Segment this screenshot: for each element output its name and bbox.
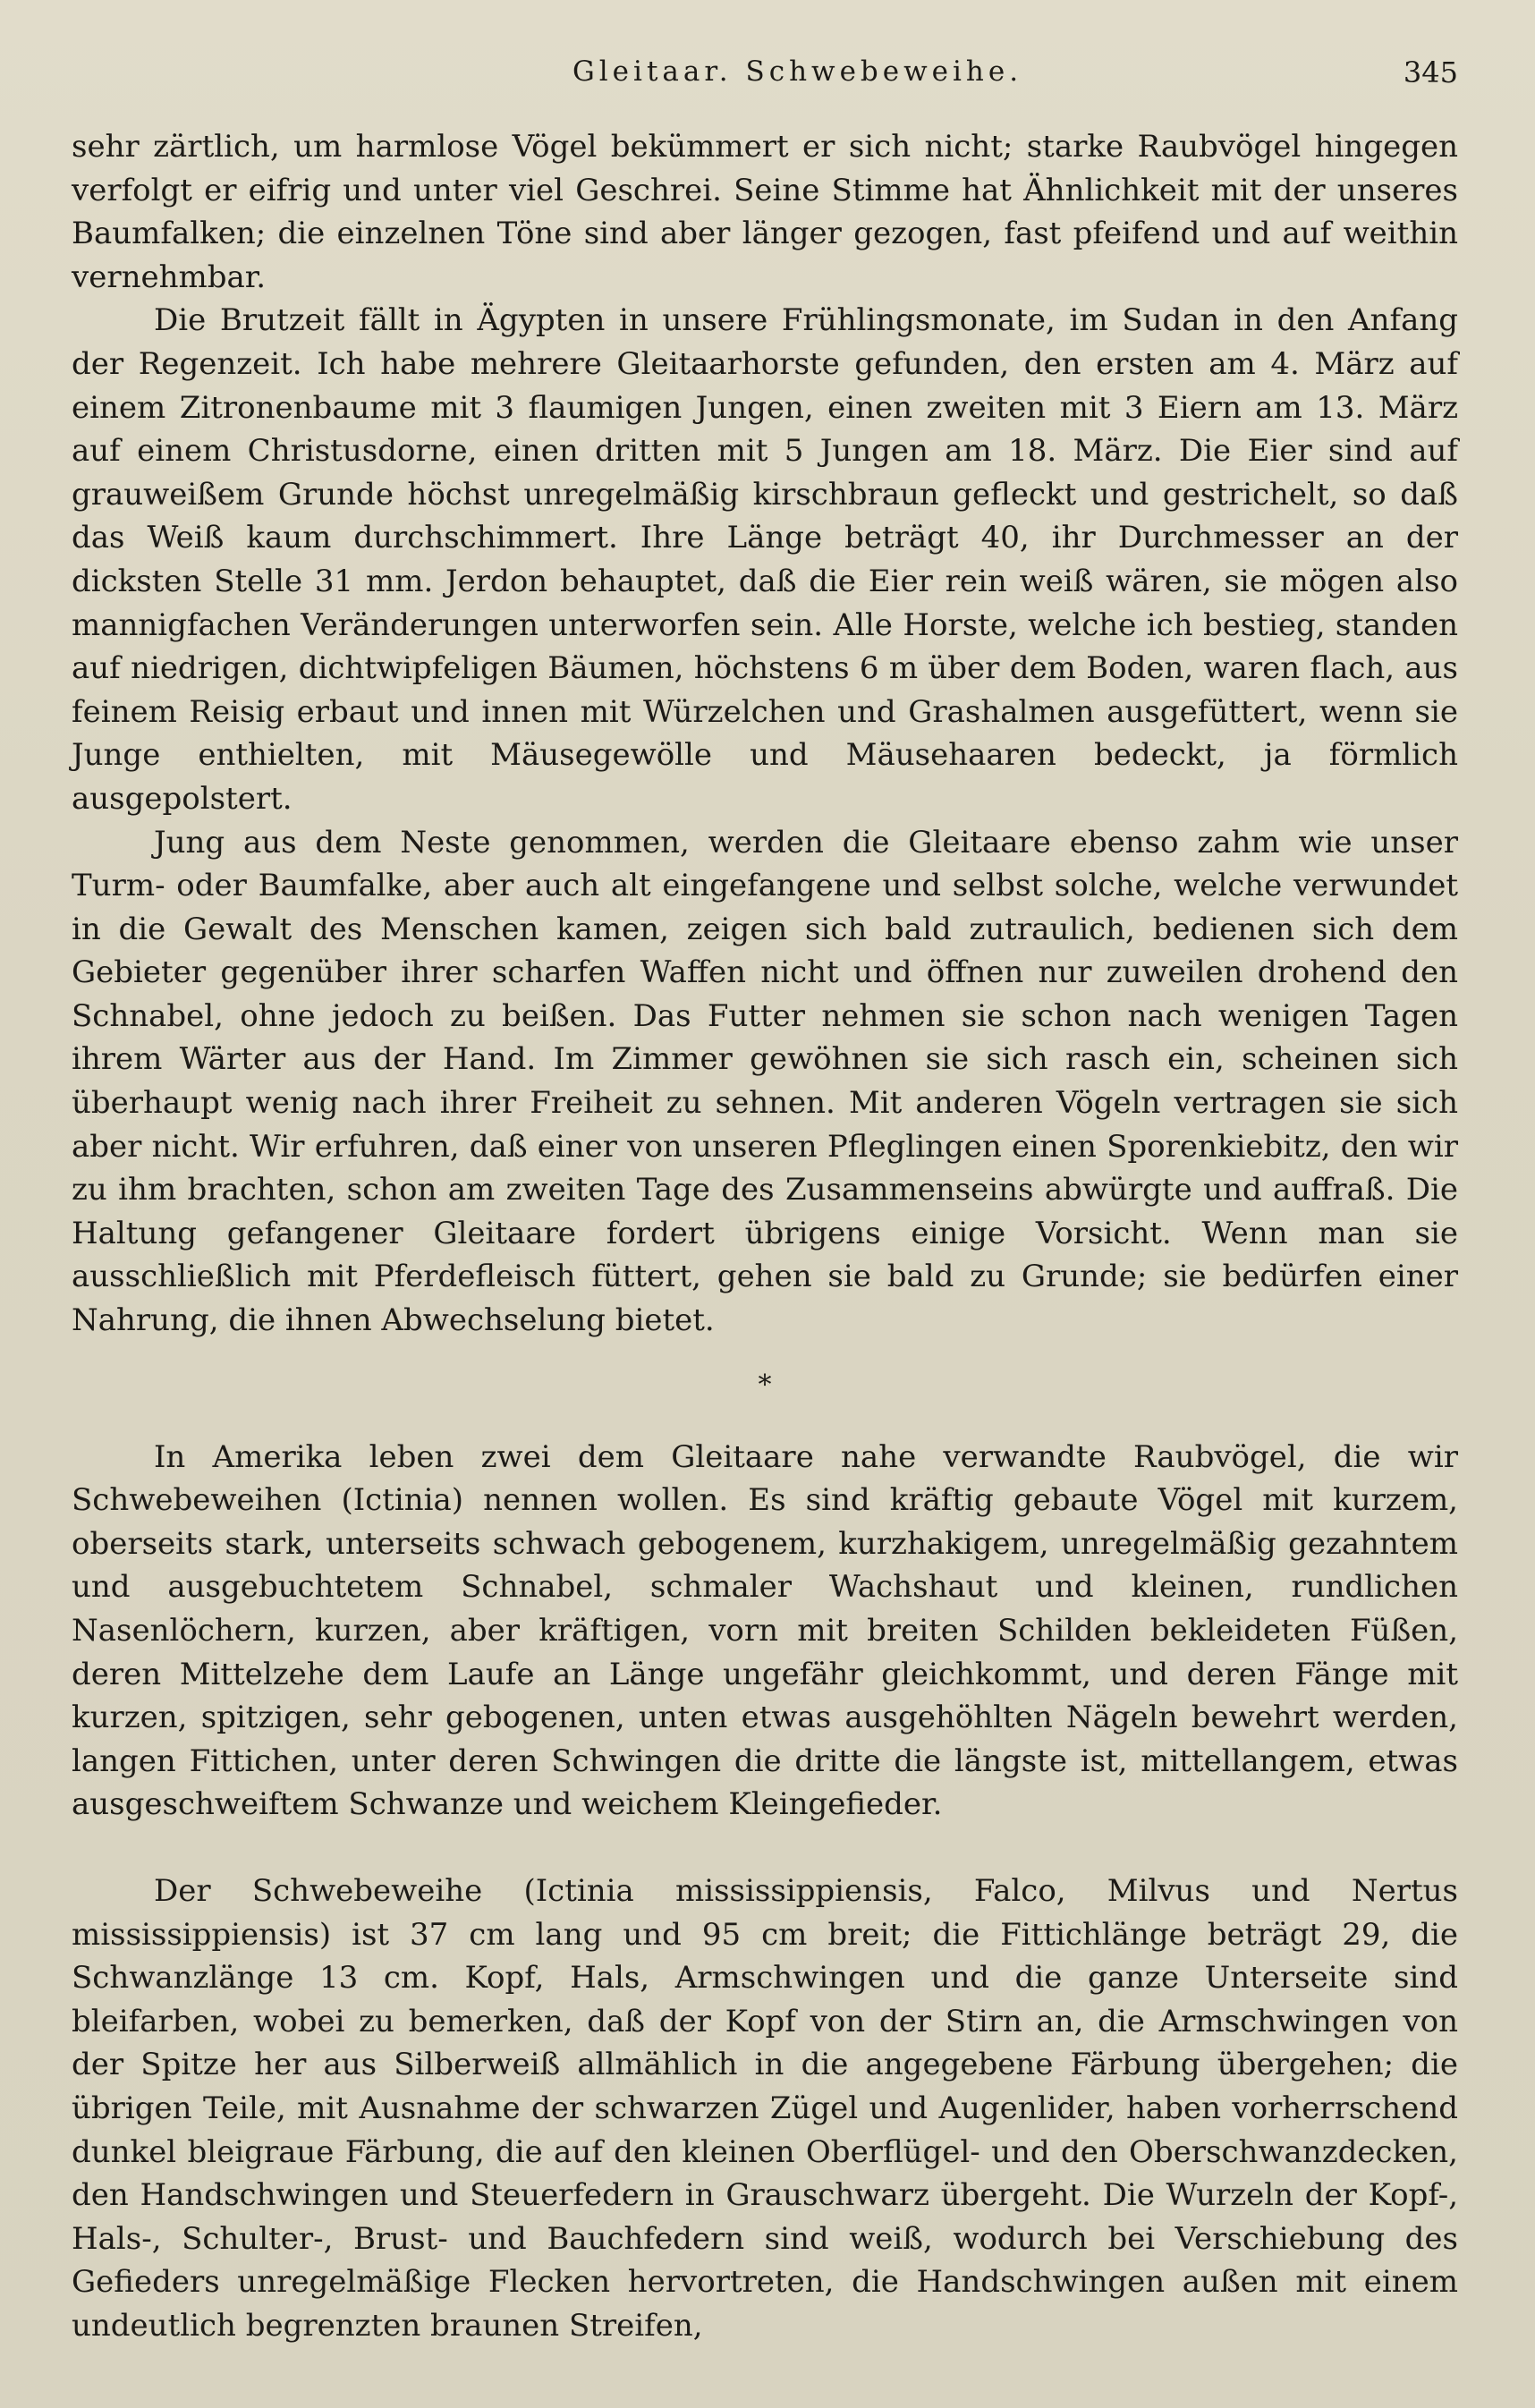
page-header [72, 55, 1458, 100]
section-separator: * [758, 1369, 772, 1401]
paragraph: Jung aus dem Neste genommen, werden die Gleitaare ebenso zahm wie unser Turm- oder Baumfalke, aber auch alt eingefangene und selbst solche, welche verwundet in die Gewalt des Menschen kamen, zeigen sich bald zutraulich, bedienen sich dem Gebieter gegenüber ihrer scharfen Waffen nicht und öffnen nur zuweilen drohend den Schnabel, ohne jedoch zu beißen. Das Futter nehmen sie schon nach wenigen Tagen ihrem Wärter aus der Hand. Im Zimmer gewöhnen sie sich rasch ein, scheinen sich überhaupt wenig nach ihrer Freiheit zu sehnen. Mit anderen Vögeln vertragen sie sich aber nicht. Wir erfuhren, daß einer von unseren Pfleglingen einen Sporenkiebitz, den wir zu ihm brachten, schon am zweiten Tage des Zusammenseins abwürgte und auffraß. Die Haltung gefangener Gleitaare fordert übrigens einige Vorsicht. Wenn man sie ausschließlich mit Pferdefleisch füttert, gehen sie bald zu Grunde; sie bedürfen einer Nahrung, die ihnen Abwechselung bietet. [72, 824, 1458, 1339]
paragraph: sehr zärtlich, um harmlose Vögel bekümmert er sich nicht; starke Raubvögel hingegen verfolgt er eifrig und unter viel Geschrei. Seine Stimme hat Ähnlichkeit mit der unseres Baumfalken; die einzelnen Töne sind aber länger gezogen, fast pfeifend und auf weithin vernehmbar. [72, 129, 1458, 295]
paragraph: Die Brutzeit fällt in Ägypten in unsere Frühlingsmonate, im Sudan in den Anfang der Regenzeit. Ich habe mehrere Gleitaarhorste gefunden, den ersten am 4. März auf einem Zitronenbaume mit 3 flaumigen Jungen, einen zweiten mit 3 Eiern am 13. März auf einem Christusdorne, einen dritten mit 5 Jungen am 18. März. Die Eier sind auf grauweißem Grunde höchst unregelmäßig kirschbraun gefleckt und gestrichelt, so daß das Weiß kaum durchschimmert. Ihre Länge beträgt 40, ihr Durchmesser an der dicksten Stelle 31 mm. Jerdon behauptet, daß die Eier rein weiß wären, sie mögen also mannigfachen Veränderungen unterworfen sein. Alle Horste, welche ich bestieg, standen auf niedrigen, dichtwipfeligen Bäumen, höchstens 6 m über dem Boden, waren flach, aus feinem Reisig erbaut und innen mit Würzelchen und Grashalmen ausgefüttert, wenn sie Junge enthielten, mit Mäusegewölle und Mäusehaaren bedeckt, ja förmlich ausgepolstert. [72, 302, 1458, 817]
paragraph: In Amerika leben zwei dem Gleitaare nahe verwandte Raubvögel, die wir Schwebeweihen (Ictinia) nennen wollen. Es sind kräftig gebaute Vögel mit kurzem, oberseits stark, unterseits schwach gebogenem, kurzhakigem, unregelmäßig gezahntem und ausgebuchtetem Schnabel, schmaler Wachshaut und kleinen, rundlichen Nasenlöchern, kurzen, aber kräftigen, vorn mit breiten Schilden bekleideten Füßen, deren Mittelzehe dem Laufe an Länge ungefähr gleichkommt, und deren Fänge mit kurzen, spitzigen, sehr gebogenen, unten etwas ausgehöhlten Nägeln bewehrt werden, langen Fittichen, unter deren Schwingen die dritte die längste ist, mittellangem, etwas ausgeschweiftem Schwanze und weichem Kleingefieder. [72, 1438, 1458, 1823]
page-number: 345 [1403, 55, 1458, 89]
running-head: Gleitaar. Schwebeweihe. [572, 55, 1023, 88]
body-text [72, 125, 1458, 2348]
paragraph: Der Schwebeweihe (Ictinia mississippiensis, Falco, Milvus und Nertus mississippiensis) ist 37 cm lang und 95 cm breit; die Fittichlänge beträgt 29, die Schwanzlänge 13 cm. Kopf, Hals, Armschwingen und die ganze Unterseite sind bleifarben, wobei zu bemerken, daß der Kopf von der Stirn an, die Armschwingen von der Spitze her aus Silberweiß allmählich in die angegebene Färbung übergehen; die übrigen Teile, mit Ausnahme der schwarzen Zügel und Augenlider, haben vorherrschend dunkel bleigraue Färbung, die auf den kleinen Oberflügel- und den Oberschwanzdecken, den Handschwingen und Steuerfedern in Grauschwarz übergeht. Die Wurzeln der Kopf-, Hals-, Schulter-, Brust- und Bauchfedern sind weiß, wodurch bei Verschiebung des Gefieders unregelmäßige Flecken hervortreten, die Handschwingen außen mit einem undeutlich begrenzten braunen Streifen, [72, 1872, 1458, 2344]
